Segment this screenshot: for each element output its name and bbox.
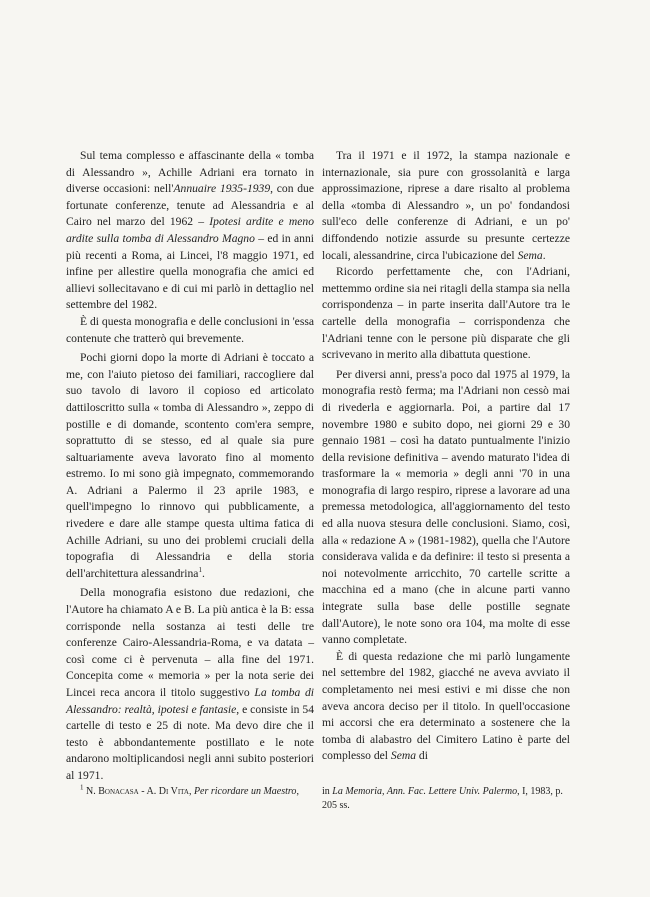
- footnote: $^1$ N. Bonacasa - A. Di Vita, Per ricordare un Maestro,: [80, 783, 299, 797]
- paragraph: È di questa monografia e delle conclusioni in 'essa contenute che tratterò qui brevemente.: [66, 314, 314, 345]
- italic-title: La tomba di Alessandro: realtà, ipotesi e fantasie: [66, 686, 314, 716]
- paragraph: Della monografia esistono due redazioni, che l'Autore ha chiamato A e B. La più antica è la B: essa corrisponde nella sostanza ai testi delle tre conferenze Cairo-Alessandria-Roma, e va datata – così come ci è pervenuta – alla fine del 1971. Concepita come « memoria » per la nota serie dei Lincei reca ancora il titolo suggestivo La tomba di Alessandro: realtà, ipotesi e fantasie, e consiste in 54 cartelle di testo e 25 di note. Ma devo dire che il testo è abbondantemente postillato e le note andarono moltiplicandosi negli anni subito posteriori al 1971.: [66, 586, 314, 782]
- footnote-ref: 1: [198, 565, 202, 574]
- left-column: [66, 148, 314, 785]
- footnote-authors: N. Bonacasa - A. Di Vita: [86, 786, 189, 797]
- italic-title: Annuaire 1935-1939: [173, 182, 271, 196]
- paragraph: È di questa redazione che mi parlò lungamente nel settembre del 1982, giacché ne aveva avviato il completamento nei mesi estivi e mi disse che non aveva ancora deciso per il titolo. In quell'occasione mi accorsi che era determinato a sostenere che la tomba di alabastro del Cimitero Latino è parte del complesso del Sema di: [322, 649, 570, 763]
- paragraph: Tra il 1971 e il 1972, la stampa nazionale e internazionale, sia pure con grossolanità e larga approssimazione, riprese a dare risalto al problema della «tomba di Alessandro », un po' fondandosi sull'eco delle conferenze di Adriani, e un po' diffondendo notizie assurde su presunte certezze locali, alessandrine, circa l'ubicazione del Sema.: [322, 149, 570, 262]
- italic-word: Sema: [517, 248, 543, 262]
- paragraph: Sul tema complesso e affascinante della « tomba di Alessandro », Achille Adriani era tornato in diverse occasioni: nell'Annuaire 1935-1939, con due fortunate conferenze, tenute ad Alessandria e al Cairo nel marzo del 1962 – Ipotesi ardite e meno ardite sulla tomba di Alessandro Magno – ed in anni più recenti a Roma, ai Lincei, l'8 maggio 1971, ed infine per allestire quella monografia che amici ed allievi sollecitavano e di cui mi parlò in dettaglio nel settembre del 1982.: [66, 149, 314, 312]
- italic-word: Sema: [390, 749, 417, 763]
- right-column: [322, 148, 570, 765]
- footnote-continuation: in La Memoria, Ann. Fac. Lettere Univ. Palermo, I, 1983, p. 205 ss.: [322, 786, 563, 811]
- paragraph: Ricordo perfettamente che, con l'Adriani, mettemmo ordine sia nei ritagli della stampa sia nella corrispondenza – in parte inserita dall'Autore tra le cartelle della monografia – corrispondenza che l'Adriani tenne con le persone più disparate che gli scrivevano in merito alla dibattuta questione.: [322, 265, 570, 362]
- paragraph: Per diversi anni, press'a poco dal 1975 al 1979, la monografia restò ferma; ma l'Adriani non cessò mai di rivederla e aggiornarla. Poi, a partire dal 17 novembre 1980 e subito dopo, nei giorni 29 e 30 gennaio 1981 – così ha datato puntualmente l'inizio della revisione definitiva – avendo maturato l'idea di trasformare la « memoria » degli anni '70 in una monografia di largo respiro, riprese a lavorare ad una premessa metodologica, all'aggiornamento del testo ed alla nuova stesura delle conclusioni. Siamo, così, alla « redazione A » (1981-1982), quella che l'Autore considerava valida e da definire: il testo si presenta a noi notevolmente arricchito, 70 cartelle scritte a macchina ed a mano (che in alcune parti vanno integrate sulla base delle postille segnate dall'Autore), le note sono ora 104, ma molte di esse vanno completate.: [322, 367, 570, 647]
- footnote-marker: 1: [80, 783, 84, 792]
- footnote-journal: La Memoria, Ann. Fac. Lettere Univ. Palermo: [332, 786, 518, 797]
- paragraph: Pochi giorni dopo la morte di Adriani è toccato a me, con l'aiuto pietoso dei familiari, raccogliere dal suo tavolo di lavoro il copioso ed articolato dattiloscritto sulla « tomba di Alessandro », zeppo di postille e di domande, scontento com'era sempre, soprattutto di se stesso, ed al quale sia pure saltuariamente aveva lavorato fino al momento estremo. Io mi sono già impegnato, commemorando A. Adriani a Palermo il 23 aprile 1983, e quell'impegno lo rinnovo qui pubblicamente, a rivedere e dare alle stampe questa ultima fatica di Achille Adriani, su uno dei problemi cruciali della topografia di Alessandria e della storia dell'architettura alessandrina$^1$.: [66, 351, 314, 580]
- footnote-title: Per ricordare un Maestro: [193, 786, 297, 797]
- italic-title: Ipotesi ardite e meno ardite sulla tomba di Alessandro Magno: [66, 215, 314, 245]
